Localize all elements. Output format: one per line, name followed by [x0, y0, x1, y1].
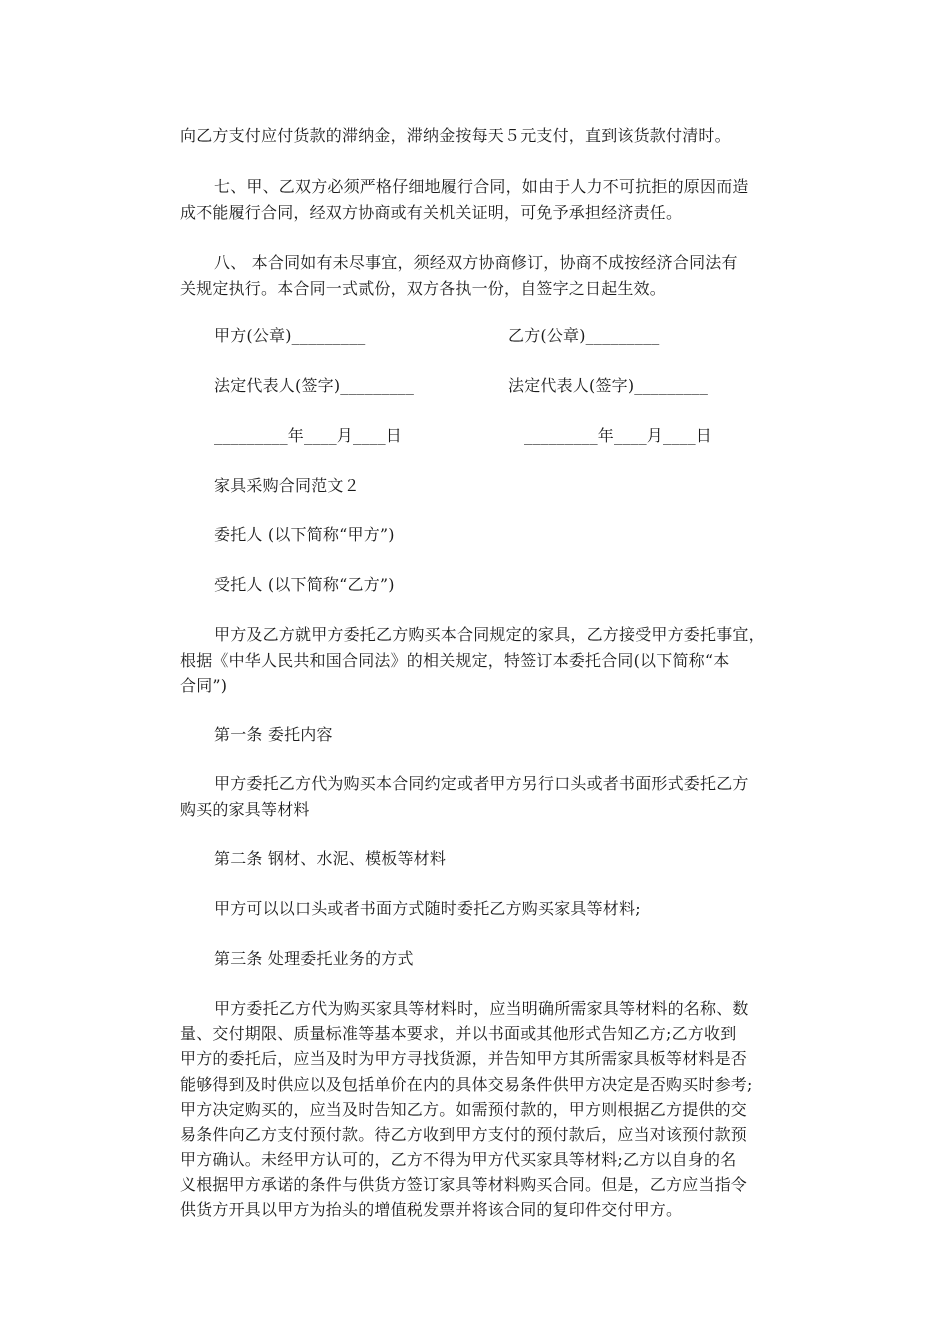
fine-clause-line: 向乙方支付应付货款的滞纳金，滞纳金按每天５元支付，直到该货款付清时。: [180, 126, 731, 145]
article-3-title: 第三条 处理委托业务的方式: [214, 949, 414, 968]
party-b-seal: 乙方(公章)_________: [508, 326, 660, 345]
article-3-line-8: 义根据甲方承诺的条件与供货方签订家具等材料购买合同。但是，乙方应当指令: [180, 1175, 748, 1194]
preamble-line-1: 甲方及乙方就甲方委托乙方购买本合同规定的家具，乙方接受甲方委托事宜，: [214, 625, 765, 644]
contract-2-title: 家具采购合同范文２: [214, 476, 360, 495]
party-a-representative: 法定代表人(签字)_________: [214, 376, 415, 395]
article-3-line-1: 甲方委托乙方代为购买家具等材料时，应当明确所需家具等材料的名称、数: [214, 999, 749, 1018]
entrusting-party: 委托人 (以下简称“甲方”): [214, 525, 395, 544]
article-3-line-6: 易条件向乙方支付预付款。待乙方收到甲方支付的预付款后，应当对该预付款预: [180, 1125, 748, 1144]
party-a-date: _________年____月____日: [214, 426, 403, 445]
preamble-line-3: 合同”): [180, 676, 228, 695]
article-3-line-2: 量、交付期限、质量标准等基本要求，并以书面或其他形式告知乙方;乙方收到: [180, 1024, 737, 1043]
entrusted-party: 受托人 (以下简称“乙方”): [214, 575, 395, 594]
party-b-date: _________年____月____日: [524, 426, 713, 445]
article-2-body: 甲方可以以口头或者书面方式随时委托乙方购买家具等材料;: [214, 899, 641, 918]
article-7-line-2: 成不能履行合同，经双方协商或有关机关证明，可免予承担经济责任。: [180, 203, 683, 222]
article-8-line-1: 八、 本合同如有未尽事宜，须经双方协商修订，协商不成按经济合同法有: [214, 253, 738, 272]
article-8-line-2: 关规定执行。本合同一式贰份，双方各执一份，自签字之日起生效。: [180, 279, 667, 298]
party-a-seal: 甲方(公章)_________: [214, 326, 366, 345]
article-1-title: 第一条 委托内容: [214, 725, 333, 744]
article-1-line-1: 甲方委托乙方代为购买本合同约定或者甲方另行口头或者书面形式委托乙方: [214, 774, 749, 793]
article-3-line-9: 供货方开具以甲方为抬头的增值税发票并将该合同的复印件交付甲方。: [180, 1200, 683, 1219]
preamble-line-2: 根据《中华人民共和国合同法》的相关规定，特签订本委托合同(以下简称“本: [180, 651, 730, 670]
article-1-line-2: 购买的家具等材料: [180, 800, 310, 819]
article-7-line-1: 七、甲、乙双方必须严格仔细地履行合同，如由于人力不可抗拒的原因而造: [214, 177, 749, 196]
article-3-line-7: 甲方确认。未经甲方认可的，乙方不得为甲方代买家具等材料;乙方以自身的名: [180, 1150, 737, 1169]
party-b-representative: 法定代表人(签字)_________: [508, 376, 709, 395]
article-3-line-5: 甲方决定购买的，应当及时告知乙方。如需预付款的，甲方则根据乙方提供的交: [180, 1100, 748, 1119]
article-3-line-4: 能够得到及时供应以及包括单价在内的具体交易条件供甲方决定是否购买时参考;: [180, 1075, 753, 1094]
article-3-line-3: 甲方的委托后，应当及时为甲方寻找货源，并告知甲方其所需家具板等材料是否: [180, 1049, 748, 1068]
article-2-title: 第二条 钢材、水泥、模板等材料: [214, 849, 447, 868]
